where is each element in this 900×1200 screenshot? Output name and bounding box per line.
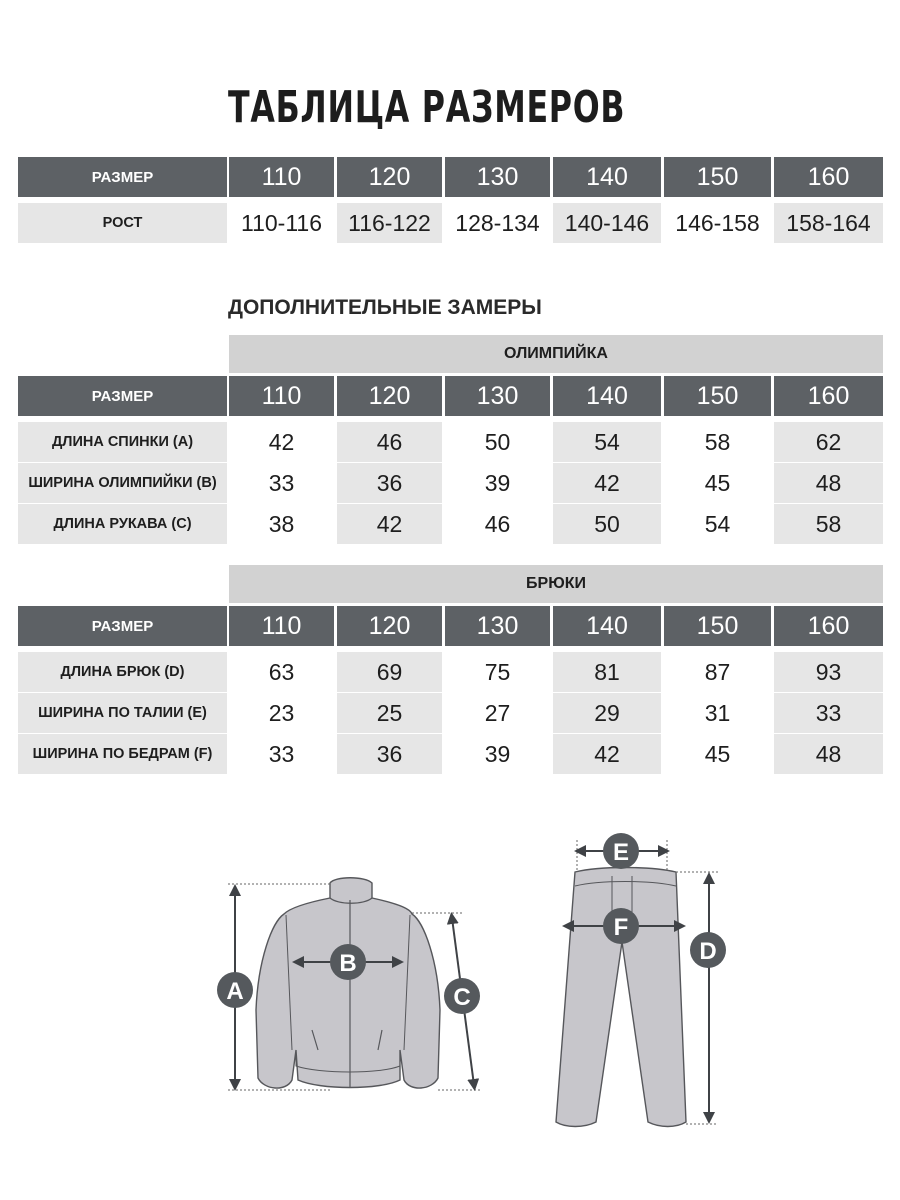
pants-header-label: РАЗМЕР	[18, 606, 227, 646]
value-cell: 81	[553, 652, 661, 692]
value-cell: 42	[553, 734, 661, 774]
size-header-cell: 160	[774, 157, 883, 197]
jacket-section-label: ОЛИМПИЙКА	[229, 335, 883, 373]
value-cell: 33	[774, 693, 883, 733]
value-cell: 62	[774, 422, 883, 462]
value-cell: 54	[553, 422, 661, 462]
marker-f-label: F	[613, 914, 629, 941]
value-cell: 36	[337, 463, 442, 503]
row-label: ДЛИНА БРЮК (D)	[18, 652, 227, 692]
marker-e	[603, 833, 639, 869]
size-header-label: РАЗМЕР	[18, 157, 227, 197]
pants-header-cell: 140	[553, 606, 661, 646]
value-cell: 46	[484, 510, 511, 537]
pants-header-cell: 130	[445, 606, 550, 646]
jacket-header-cell: 140	[553, 376, 661, 416]
size-header-cell: 140	[553, 157, 661, 197]
size-header-cell: 130	[445, 157, 550, 197]
value-cell: 63	[268, 658, 295, 685]
extra-measurements-title: ДОПОЛНИТЕЛЬНЫЕ ЗАМЕРЫ	[228, 296, 542, 319]
value-cell: 50	[484, 428, 511, 455]
value-cell: 31	[704, 699, 731, 726]
value-cell: 38	[268, 510, 295, 537]
value-cell: 45	[704, 469, 731, 496]
row-label: ДЛИНА РУКАВА (С)	[18, 504, 227, 544]
marker-e-label: E	[612, 839, 630, 866]
marker-a	[217, 972, 253, 1008]
value-cell: 27	[484, 699, 511, 726]
value-cell: 58	[704, 428, 731, 455]
pants-header-cell: 110	[229, 606, 334, 646]
pants-header-cell: 150	[664, 606, 771, 646]
height-cell: 146-158	[675, 209, 760, 236]
value-cell: 58	[774, 504, 883, 544]
marker-d	[690, 932, 726, 968]
value-cell: 33	[268, 469, 295, 496]
height-cell: 158-164	[774, 203, 883, 243]
value-cell: 29	[553, 693, 661, 733]
value-cell: 42	[337, 504, 442, 544]
value-cell: 33	[268, 740, 295, 767]
height-cell: 128-134	[455, 209, 540, 236]
marker-b	[330, 944, 366, 980]
marker-c	[444, 978, 480, 1014]
height-cell: 110-116	[241, 209, 322, 236]
value-cell: 46	[337, 422, 442, 462]
value-cell: 42	[553, 463, 661, 503]
value-cell: 50	[553, 504, 661, 544]
value-cell: 25	[337, 693, 442, 733]
pants-header-cell: 120	[337, 606, 442, 646]
size-header-cell: 150	[664, 157, 771, 197]
jacket-header-cell: 110	[229, 376, 334, 416]
page-title: ТАБЛИЦА РАЗМЕРОВ	[228, 82, 626, 133]
row-label: ДЛИНА СПИНКИ (А)	[18, 422, 227, 462]
value-cell: 54	[704, 510, 731, 537]
value-cell: 93	[774, 652, 883, 692]
pants-section-label: БРЮКИ	[229, 565, 883, 603]
marker-f	[603, 908, 639, 944]
value-cell: 87	[704, 658, 731, 685]
jacket-header-cell: 120	[337, 376, 442, 416]
value-cell: 48	[774, 463, 883, 503]
height-cell: 140-146	[553, 203, 661, 243]
value-cell: 36	[337, 734, 442, 774]
jacket-illustration	[256, 878, 440, 1088]
pants-header-cell: 160	[774, 606, 883, 646]
row-label: ШИРИНА ПО ТАЛИИ (Е)	[18, 693, 227, 733]
row-label: ШИРИНА ПО БЕДРАМ (F)	[18, 734, 227, 774]
pants-illustration	[556, 868, 686, 1127]
height-cell: 116-122	[337, 203, 442, 243]
value-cell: 42	[268, 428, 295, 455]
height-row-label: РОСТ	[18, 203, 227, 243]
value-cell: 69	[337, 652, 442, 692]
value-cell: 45	[704, 740, 731, 767]
value-cell: 39	[484, 469, 511, 496]
value-cell: 23	[268, 699, 295, 726]
value-cell: 48	[774, 734, 883, 774]
marker-a-label: A	[226, 978, 244, 1005]
value-cell: 75	[484, 658, 511, 685]
size-header-cell: 120	[337, 157, 442, 197]
marker-b-label: B	[339, 950, 357, 977]
jacket-header-cell: 130	[445, 376, 550, 416]
row-label: ШИРИНА ОЛИМПИЙКИ (В)	[18, 463, 227, 503]
value-cell: 39	[484, 740, 511, 767]
marker-d-label: D	[699, 938, 717, 965]
jacket-header-cell: 150	[664, 376, 771, 416]
marker-c-label: C	[453, 984, 471, 1011]
jacket-header-cell: 160	[774, 376, 883, 416]
jacket-header-label: РАЗМЕР	[18, 376, 227, 416]
size-header-cell: 110	[229, 157, 334, 197]
